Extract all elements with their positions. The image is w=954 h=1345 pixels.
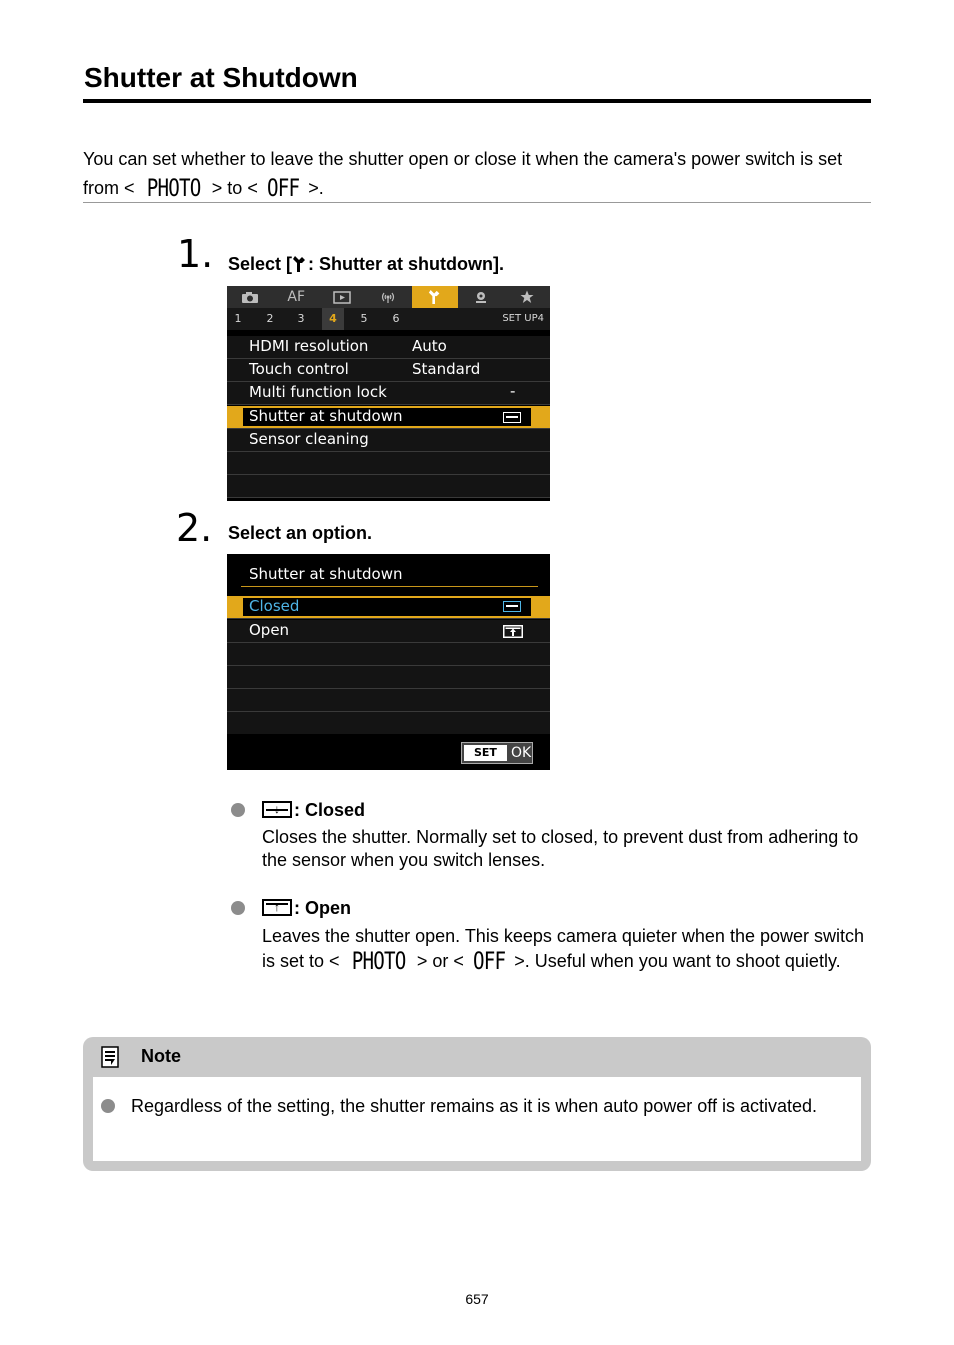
page-number: 657	[465, 1291, 489, 1307]
option-row-empty	[227, 689, 550, 712]
closed-option-description: Closes the shutter. Normally set to closed, to prevent dust from adhering to the sensor when you switch lenses.	[262, 827, 859, 870]
note-title: Note	[141, 1046, 181, 1066]
subtab-1[interactable]: 1	[234, 312, 242, 325]
menu-row-value: Auto	[412, 337, 447, 355]
wireless-icon	[379, 291, 397, 304]
camera-menu-setup4	[227, 286, 550, 501]
wrench-icon	[292, 255, 308, 273]
subtab-5[interactable]: 5	[360, 312, 368, 325]
step-2-instruction: Select an option.	[228, 523, 373, 543]
closed-shutter-icon	[503, 412, 521, 423]
menu-row-empty	[227, 475, 550, 498]
subtab-4[interactable]: 4	[322, 308, 344, 330]
menu-row-label: Sensor cleaning	[249, 430, 369, 448]
step-2-number: 2.	[176, 506, 213, 550]
open-option-title: : Open	[294, 898, 351, 918]
tab-setup[interactable]	[412, 286, 458, 308]
option-row-empty	[227, 712, 550, 734]
page-title: Shutter at Shutdown	[84, 62, 358, 93]
note-box	[83, 1037, 871, 1171]
intro-text-2: > to <	[211, 178, 258, 198]
open-option-description	[262, 924, 872, 974]
intro-divider	[83, 202, 871, 203]
closed-shutter-icon: ↓	[262, 801, 292, 818]
tab-wireless[interactable]	[365, 286, 411, 308]
menu-row-shutter-at-shutdown[interactable]	[227, 406, 550, 429]
menu-row-label: Multi function lock	[249, 383, 387, 401]
menu-row-empty	[227, 452, 550, 475]
intro-paragraph	[83, 145, 873, 203]
open-text-1: Leaves the shutter open. This keeps camera quieter when the power switch is set to <	[262, 926, 865, 971]
subtab-3[interactable]: 3	[297, 312, 305, 325]
option-label: Closed	[249, 597, 300, 615]
menu-tab-bar	[227, 286, 550, 308]
bullet	[231, 803, 245, 817]
step-1-instruction	[228, 254, 504, 275]
option-row-empty	[227, 666, 550, 689]
menu-subtab-bar	[227, 308, 550, 330]
playback-icon	[333, 291, 351, 304]
menu-row-hdmi-resolution[interactable]	[227, 336, 550, 359]
tab-my-menu[interactable]	[504, 286, 550, 308]
subtab-2[interactable]: 2	[266, 312, 274, 325]
open-shutter-icon: ↑	[262, 899, 292, 916]
ok-label: OK	[510, 745, 532, 761]
photo-mode-label: PHOTO	[351, 947, 406, 975]
off-mode-label: OFF	[266, 174, 300, 202]
camera-menu-shutter-options	[227, 554, 550, 770]
option-closed[interactable]	[227, 596, 550, 619]
tab-custom[interactable]	[458, 286, 504, 308]
tab-playback[interactable]	[319, 286, 365, 308]
menu-row-multi-function-lock[interactable]	[227, 382, 550, 405]
menu-row-label: Touch control	[249, 360, 349, 378]
menu-row-touch-control[interactable]	[227, 359, 550, 382]
heading-divider	[241, 586, 538, 587]
camera-icon	[241, 291, 259, 304]
option-label: Open	[249, 621, 290, 639]
set-ok-button[interactable]	[461, 742, 533, 764]
note-text: Regardless of the setting, the shutter remains as it is when auto power off is activated.	[131, 1096, 818, 1116]
subtab-6[interactable]: 6	[392, 312, 400, 325]
note-content	[93, 1077, 861, 1161]
star-icon	[520, 290, 534, 304]
open-text-2: > or <	[416, 951, 464, 971]
intro-text-3: >.	[308, 178, 324, 198]
open-text-3: >. Useful when you want to shoot quietly.	[514, 951, 841, 971]
set-button-label: SET	[464, 745, 507, 761]
step-1-number: 1.	[177, 232, 214, 276]
bullet	[231, 901, 245, 915]
tab-af-label: AF	[287, 289, 306, 305]
menu-row-sensor-cleaning[interactable]	[227, 429, 550, 452]
bullet	[101, 1099, 115, 1113]
options-heading: Shutter at shutdown	[249, 565, 403, 583]
tab-camera[interactable]	[227, 286, 273, 308]
menu-row-value: Standard	[412, 360, 481, 378]
closed-shutter-icon	[503, 601, 521, 612]
intro-text-1: You can set whether to leave the shutter open or close it when the camera's power switch is set from <	[83, 149, 843, 198]
closed-option-title: : Closed	[294, 800, 366, 820]
closed-option-heading	[262, 800, 365, 821]
option-open[interactable]	[227, 620, 550, 643]
step-1-text-before: Select [	[228, 254, 293, 274]
off-mode-label: OFF	[472, 947, 506, 975]
wrench-icon	[428, 289, 442, 305]
menu-row-label: HDMI resolution	[249, 337, 369, 355]
open-shutter-icon	[503, 625, 523, 638]
tab-af[interactable]	[273, 286, 319, 308]
menu-row-label: Shutter at shutdown	[249, 407, 403, 425]
title-divider	[83, 99, 871, 103]
step-1-text-after: : Shutter at shutdown].	[308, 254, 505, 274]
open-option-heading	[262, 898, 351, 919]
option-row-empty	[227, 643, 550, 666]
menu-row-value: -	[510, 382, 516, 400]
custom-icon	[473, 290, 489, 304]
photo-mode-label: PHOTO	[146, 174, 201, 202]
note-icon	[101, 1046, 119, 1068]
menu-tab-name: SET UP4	[502, 313, 544, 324]
